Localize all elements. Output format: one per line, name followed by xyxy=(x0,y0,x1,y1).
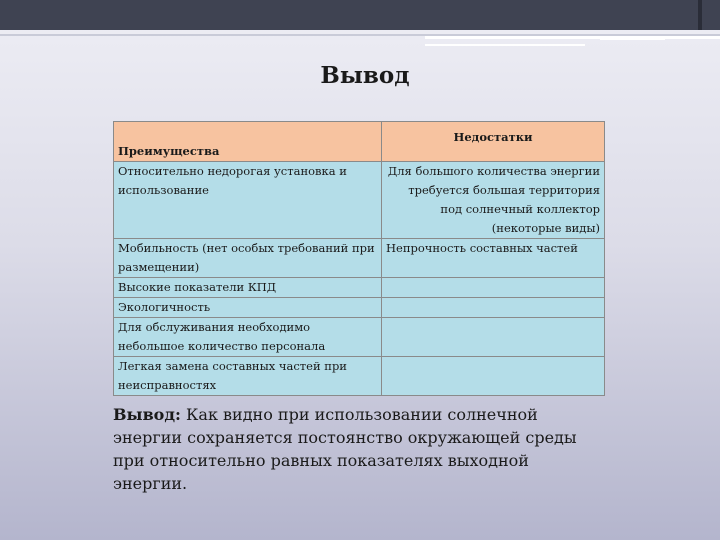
table-row xyxy=(114,357,605,396)
disadvantage-cell xyxy=(382,357,605,396)
advantage-cell: Мобильность (нет особых требований при размещении) xyxy=(114,239,382,278)
disadvantage-cell: Непрочность составных частей xyxy=(382,239,605,278)
conclusion-text: Как видно при использовании солнечной энергии сохраняется постоянство окружающей среды при относительно равных показателях выходной энергии. xyxy=(113,405,577,493)
comparison-table xyxy=(113,121,605,396)
top-decor-accent xyxy=(698,0,702,30)
disadvantage-cell xyxy=(382,298,605,318)
header-advantages: Преимущества xyxy=(114,122,382,162)
decor-line xyxy=(600,38,665,40)
table-row xyxy=(114,298,605,318)
conclusion-paragraph xyxy=(113,403,583,495)
advantage-cell: Относительно недорогая установка и использование xyxy=(114,162,382,239)
top-decor-band xyxy=(0,0,720,30)
disadvantage-cell: Для большого количества энергии требуется большая территория под солнечный коллектор (некоторые виды) xyxy=(382,162,605,239)
table-header-row xyxy=(114,122,605,162)
header-disadvantages: Недостатки xyxy=(382,122,605,162)
table-row xyxy=(114,278,605,298)
conclusion-label: Вывод: xyxy=(113,405,181,424)
decor-line xyxy=(425,44,585,46)
slide-title: Вывод xyxy=(320,62,410,89)
advantage-cell: Легкая замена составных частей при неисправностях xyxy=(114,357,382,396)
table-row xyxy=(114,239,605,278)
advantage-cell: Высокие показатели КПД xyxy=(114,278,382,298)
table-row xyxy=(114,162,605,239)
disadvantage-cell xyxy=(382,318,605,357)
disadvantage-cell xyxy=(382,278,605,298)
decor-line xyxy=(425,36,720,39)
table-row xyxy=(114,318,605,357)
advantage-cell: Экологичность xyxy=(114,298,382,318)
advantage-cell: Для обслуживания необходимо небольшое количество персонала xyxy=(114,318,382,357)
